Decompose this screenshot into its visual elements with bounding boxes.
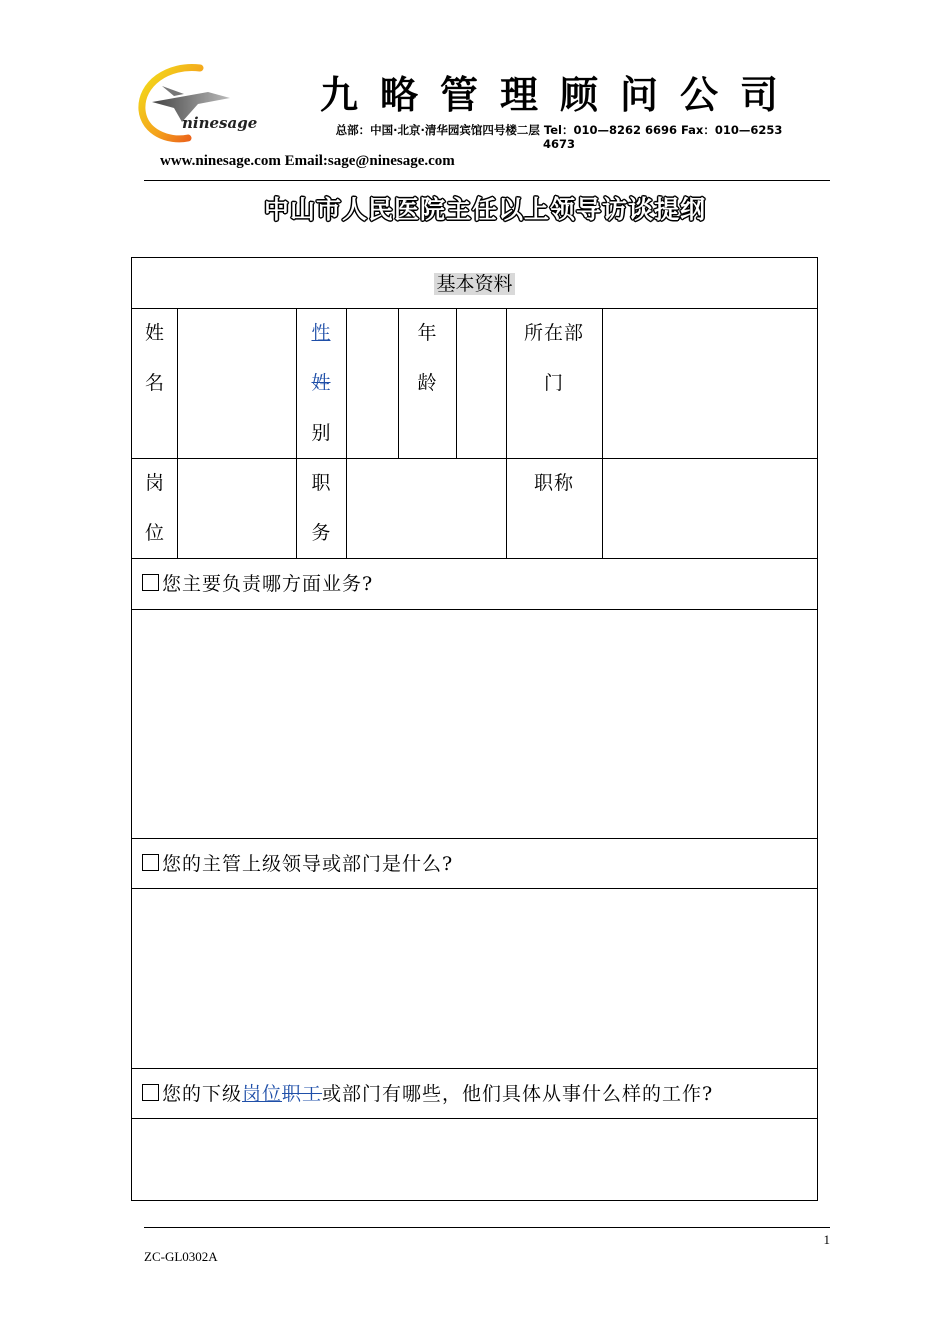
ninesage-logo xyxy=(138,62,268,144)
col-divider xyxy=(456,308,457,458)
gender-deleted-text: 姓 xyxy=(311,372,331,394)
address-line-2: 4673 xyxy=(542,137,575,151)
logo-wordmark: ninesage xyxy=(182,114,258,132)
label-name: 姓 名 xyxy=(144,322,164,394)
col-divider xyxy=(177,308,178,558)
web-email: www.ninesage.com Email:sage@ninesage.com xyxy=(160,153,455,169)
q3-inserted-text: 岗位 xyxy=(242,1083,283,1105)
col-divider xyxy=(602,308,603,558)
label-department: 所在部 门 xyxy=(523,322,584,394)
label-gender: 性 姓 别 xyxy=(296,308,346,458)
gender-inserted-text: 性 xyxy=(311,322,331,344)
row-divider xyxy=(132,609,817,610)
question-3: 您的下级岗位职工或部门有哪些，他们具体从事什么样的工作? xyxy=(142,1069,713,1119)
page-number: 1 xyxy=(823,1232,830,1247)
address-block xyxy=(294,123,824,151)
q3-deleted-text: 职工 xyxy=(282,1083,323,1105)
row-divider xyxy=(132,308,817,309)
checkbox-icon[interactable] xyxy=(142,1084,159,1101)
address-line-1: 总部：中国·北京·清华园宾馆四号楼二层 Tel：010—8262 6696 Fax：010—6253 xyxy=(335,123,783,137)
question-2: 您的主管上级领导或部门是什么? xyxy=(142,839,453,889)
interview-form xyxy=(131,257,818,1201)
checkbox-icon[interactable] xyxy=(142,574,159,591)
label-post: 岗 位 xyxy=(144,472,164,544)
checkbox-icon[interactable] xyxy=(142,854,159,871)
document-code: ZC-GL0302A xyxy=(144,1249,218,1264)
footer-rule xyxy=(144,1227,830,1228)
label-age: 年 龄 xyxy=(417,322,437,394)
header-rule xyxy=(144,180,830,181)
col-divider xyxy=(346,308,347,558)
label-title: 职称 xyxy=(533,472,574,494)
question-1: 您主要负责哪方面业务? xyxy=(142,559,373,609)
row-divider xyxy=(132,458,817,459)
document-title: 中山市人民医院主任以上领导访谈提纲 xyxy=(263,195,706,224)
section-title-basic: 基本资料 xyxy=(436,273,513,295)
label-duty: 职 务 xyxy=(311,472,331,544)
company-name: 九略管理顾问公司 xyxy=(319,72,800,117)
